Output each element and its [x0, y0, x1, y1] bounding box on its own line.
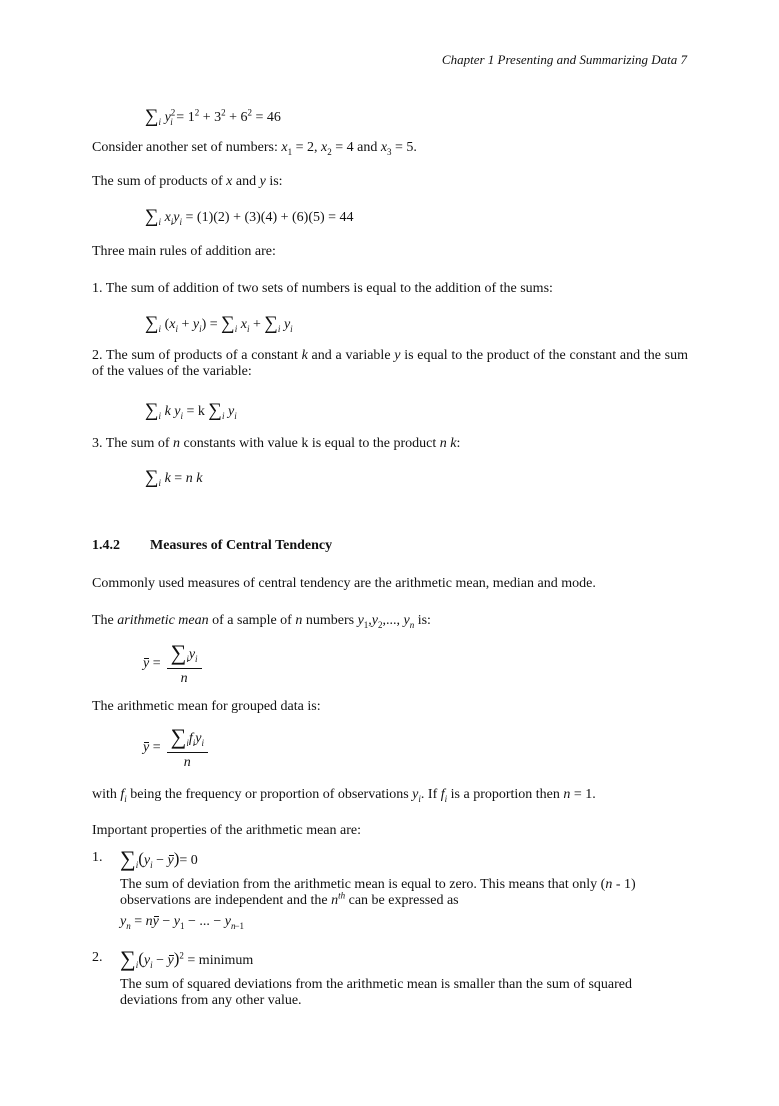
- paragraph-properties: Important properties of the arithmetic mean are:: [92, 823, 362, 838]
- equation-rule-3: $\sum_i$ k = n k: [145, 467, 203, 488]
- running-header: Chapter 1 Presenting and Summarizing Data 7: [441, 52, 687, 67]
- equation-property-2: $\sum_i(y_i - y)^2$ = minimum: [120, 946, 254, 971]
- paragraph-arithmetic-mean: The arithmetic mean of a sample of n numbers $y_1,y_2$,..., $y_n$ is:: [92, 613, 431, 630]
- paragraph-rules: Three main rules of addition are:: [92, 244, 276, 259]
- equation-sum-y-squared-rhs: = $1^2 + 3^2 + 6^2 = 46$: [176, 107, 281, 125]
- paragraph-frequency: with $f_i$ being the frequency or proportion of observations $y_i$. If $f_i$ is a proportion then n = 1.: [92, 787, 596, 804]
- equation-grouped-mean: y = $\frac{\sum_if_iy_i}{n}$: [143, 724, 208, 771]
- equation-yn: $y_n$ = ny − $y_1$ − ... − $y_{n-1}$: [120, 914, 245, 931]
- equation-rule-1: $\sum_i$ $(x_i + y_i) = \sum_i$ $x_i + \sum_i$ $y_i$: [145, 313, 293, 334]
- rule-2: 2. The sum of products of a constant k and a variable y is equal to the product of the constant and the sum of the values of the variable:: [92, 348, 689, 379]
- equation-sum-xy: $\sum_i$ $x_iy_i = (1)(2) + (3)(4) + (6)(5) = 44$: [145, 206, 354, 227]
- property-1-text: The sum of deviation from the arithmetic mean is equal to zero. This means that only (n - 1) observations are independent and the $n^{th}$ can be expressed as: [120, 877, 636, 908]
- paragraph-sum-products: The sum of products of x and y is:: [92, 174, 283, 189]
- rule-1: 1. The sum of addition of two sets of numbers is equal to the addition of the sums:: [92, 281, 553, 296]
- equation-rule-2: $\sum_i$ k $y_i = k$ $\sum_i$ $y_i$: [145, 400, 237, 421]
- section-title: Measures of Central Tendency: [150, 538, 333, 553]
- equation-mean: y = $\frac{\sum_iy_i}{n}$: [143, 640, 202, 687]
- section-heading: [92, 538, 332, 554]
- section-number: 1.4.2: [92, 538, 120, 553]
- property-2-number: 2.: [92, 950, 103, 965]
- property-2-text: The sum of squared deviations from the arithmetic mean is smaller than the sum of squared deviations from any other value.: [120, 977, 633, 1008]
- paragraph-consider: Consider another set of numbers: $x_1 = 2$, $x_2 = 4$ and $x_3 = 5$.: [92, 140, 417, 157]
- equation-sum-y-squared: $\sum_i$ $y^2_i = 1^2 + 3^2 + 6^2 = 46$: [145, 106, 281, 127]
- paragraph-common-measures: Commonly used measures of central tendency are the arithmetic mean, median and mode.: [92, 576, 596, 591]
- equation-property-1: $\sum_i(y_i - y)= 0$: [120, 846, 198, 871]
- rule-3: 3. The sum of n constants with value k is equal to the product n k:: [92, 436, 461, 451]
- paragraph-grouped: The arithmetic mean for grouped data is:: [92, 699, 321, 714]
- property-1-number: 1.: [92, 850, 103, 865]
